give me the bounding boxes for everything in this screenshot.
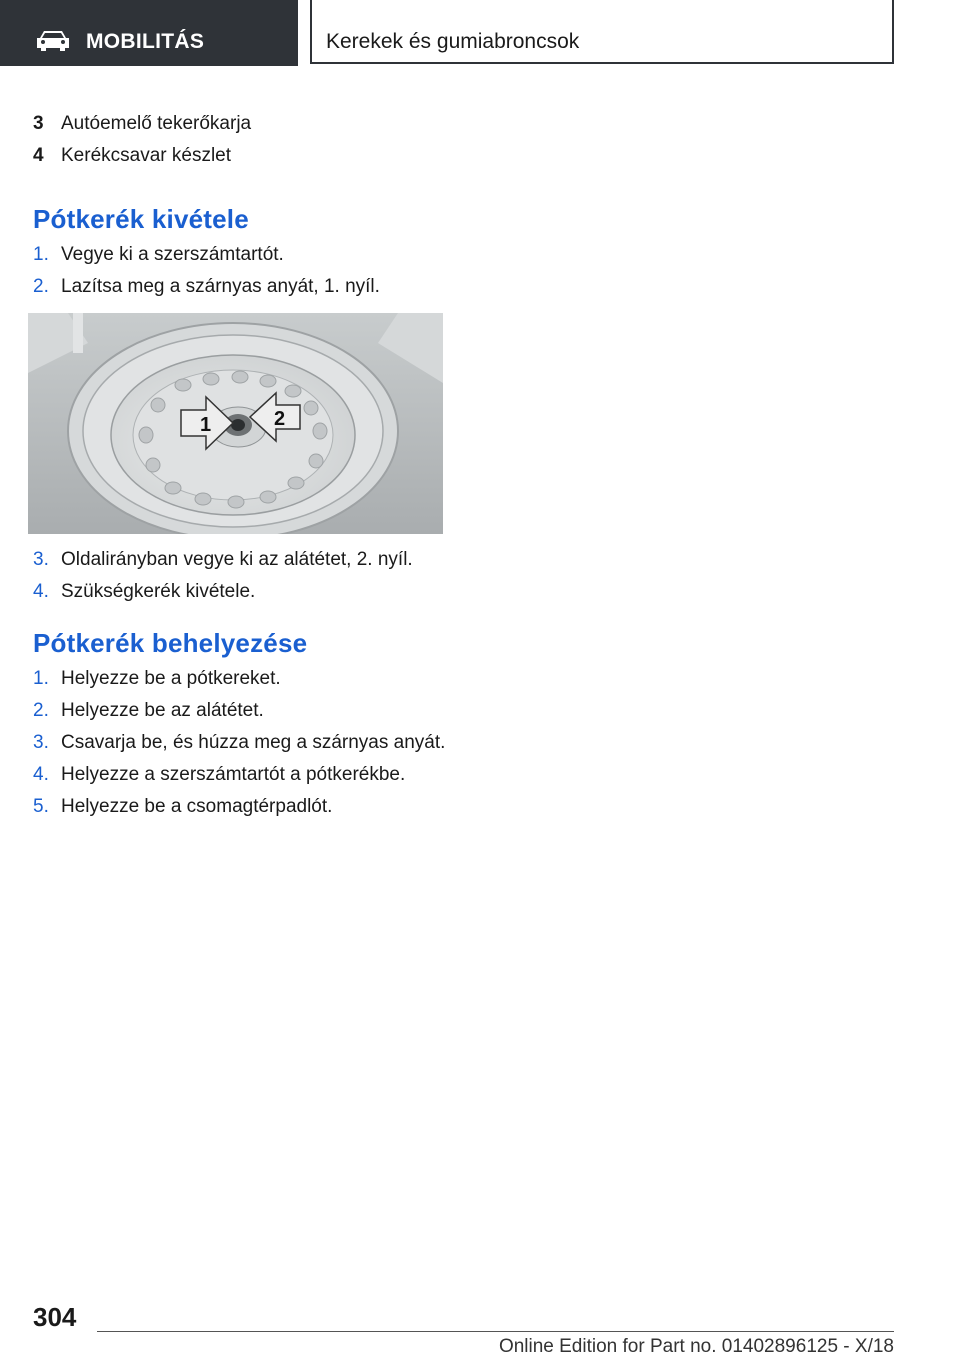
car-icon <box>36 29 70 51</box>
step-text: Csavarja be, és húzza meg a szárnyas anyát. <box>61 732 446 753</box>
spare-wheel-illustration <box>28 313 443 534</box>
list-item <box>33 276 380 298</box>
page-number: 304 <box>33 1302 77 1332</box>
list-item <box>33 764 405 786</box>
section-heading-removal: Pótkerék kivétele <box>33 204 249 234</box>
svg-text:1: 1 <box>200 414 212 436</box>
chapter-title: Kerekek és gumiabroncsok <box>326 30 580 53</box>
step-number: 4. <box>33 764 49 785</box>
chapter-title-box <box>310 0 894 64</box>
step-text: Helyezze a szerszámtartót a pótkerékbe. <box>61 764 406 785</box>
list-item <box>33 581 255 603</box>
list-item <box>33 732 445 754</box>
step-text: Szükségkerék kivétele. <box>61 581 256 602</box>
step-number: 1. <box>33 244 49 265</box>
step-number: 3. <box>33 549 49 570</box>
step-number: 2. <box>33 276 49 297</box>
step-text: Vegye ki a szerszámtartót. <box>61 244 284 265</box>
step-number: 2. <box>33 700 49 721</box>
step-text: Oldalirányban vegye ki az alátétet, 2. nyíl. <box>61 549 413 570</box>
svg-text:2: 2 <box>274 408 286 430</box>
footer-edition-text: Online Edition for Part no. 01402896125 - X/18 <box>498 1336 894 1357</box>
step-number: 5. <box>33 796 49 817</box>
list-item <box>33 700 264 722</box>
legend-item <box>33 113 251 135</box>
list-item <box>33 549 413 571</box>
legend-number: 4 <box>33 145 44 166</box>
list-item <box>33 796 332 818</box>
footer-divider <box>97 1331 894 1332</box>
section-label: MOBILITÁS <box>86 30 205 53</box>
section-heading-insertion: Pótkerék behelyezése <box>33 628 308 658</box>
legend-number: 3 <box>33 113 44 134</box>
list-item <box>33 244 284 266</box>
step-text: Helyezze be az alátétet. <box>61 700 264 721</box>
spare-wheel-figure <box>28 313 443 534</box>
header-section-tab <box>0 0 298 66</box>
step-number: 1. <box>33 668 49 689</box>
step-text: Helyezze be a pótkereket. <box>61 668 281 689</box>
step-text: Helyezze be a csomagtérpadlót. <box>61 796 333 817</box>
step-number: 3. <box>33 732 49 753</box>
legend-text: Kerékcsavar készlet <box>61 145 232 166</box>
legend-text: Autóemelő tekerőkarja <box>61 113 252 134</box>
step-number: 4. <box>33 581 49 602</box>
step-text: Lazítsa meg a szárnyas anyát, 1. nyíl. <box>61 276 380 297</box>
legend-item <box>33 145 231 167</box>
list-item <box>33 668 281 690</box>
